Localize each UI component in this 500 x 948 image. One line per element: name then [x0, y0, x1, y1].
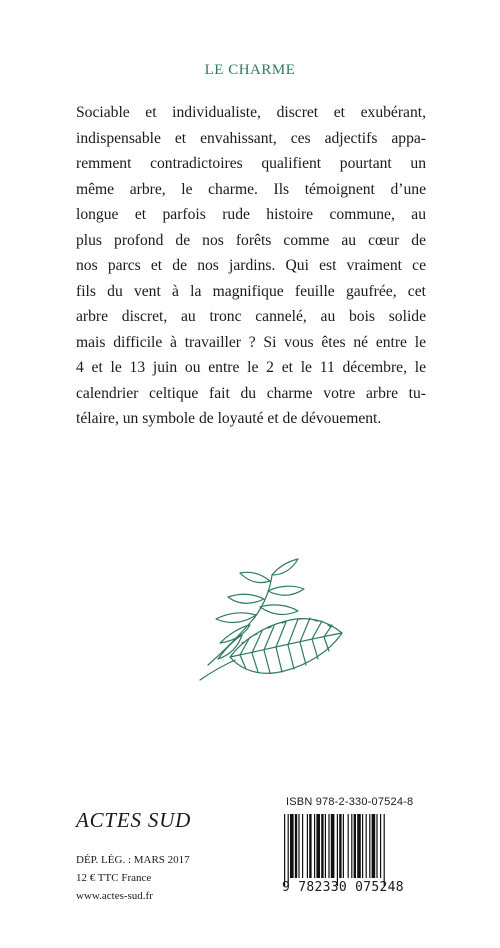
blurb-line: nos parcs et de nos jardins. Qui est vraiment ce — [76, 257, 426, 274]
price: 12 € TTC France — [76, 872, 152, 884]
blurb-line: remment contradictoires qualifient pourtant un — [76, 155, 426, 172]
legal-info — [76, 851, 190, 905]
blurb-line: télaire, un symbole de loyauté et de dévouement. — [76, 410, 382, 427]
back-cover-blurb — [76, 100, 426, 432]
hornbeam-leaf-icon — [180, 555, 350, 690]
blurb-line: Sociable et individualiste, discret et exubérant, — [76, 104, 426, 121]
barcode-digits: 9 782330 075248 — [282, 880, 404, 895]
blurb-line: indispensable et envahissant, ces adjectifs appa- — [76, 129, 426, 147]
blurb-line: 4 et le 13 juin ou entre le 2 et le 11 décembre, le — [76, 359, 426, 376]
blurb-line: mais difficile à travailler ? Si vous êtes né entre le — [76, 333, 426, 351]
website-link: www.actes-sud.fr — [76, 890, 153, 902]
legal-deposit: DÉP. LÉG. : MARS 2017 — [76, 854, 190, 866]
book-title: LE CHARME — [204, 62, 296, 78]
blurb-line: fils du vent à la magnifique feuille gaufrée, cet — [76, 282, 426, 300]
blurb-line: longue et parfois rude histoire commune, au — [76, 206, 426, 223]
publisher-name: ACTES SUD — [76, 808, 192, 832]
blurb-line: calendrier celtique fait du charme votre arbre tu- — [76, 384, 426, 402]
blurb-line: même arbre, le charme. Ils témoignent d’une — [76, 180, 426, 198]
blurb-line: arbre discret, au tronc cannelé, au bois solide — [76, 308, 426, 325]
blurb-line: plus profond de nos forêts comme au cœur de — [76, 231, 426, 249]
isbn-text: ISBN 978-2-330-07524-8 — [286, 796, 414, 808]
